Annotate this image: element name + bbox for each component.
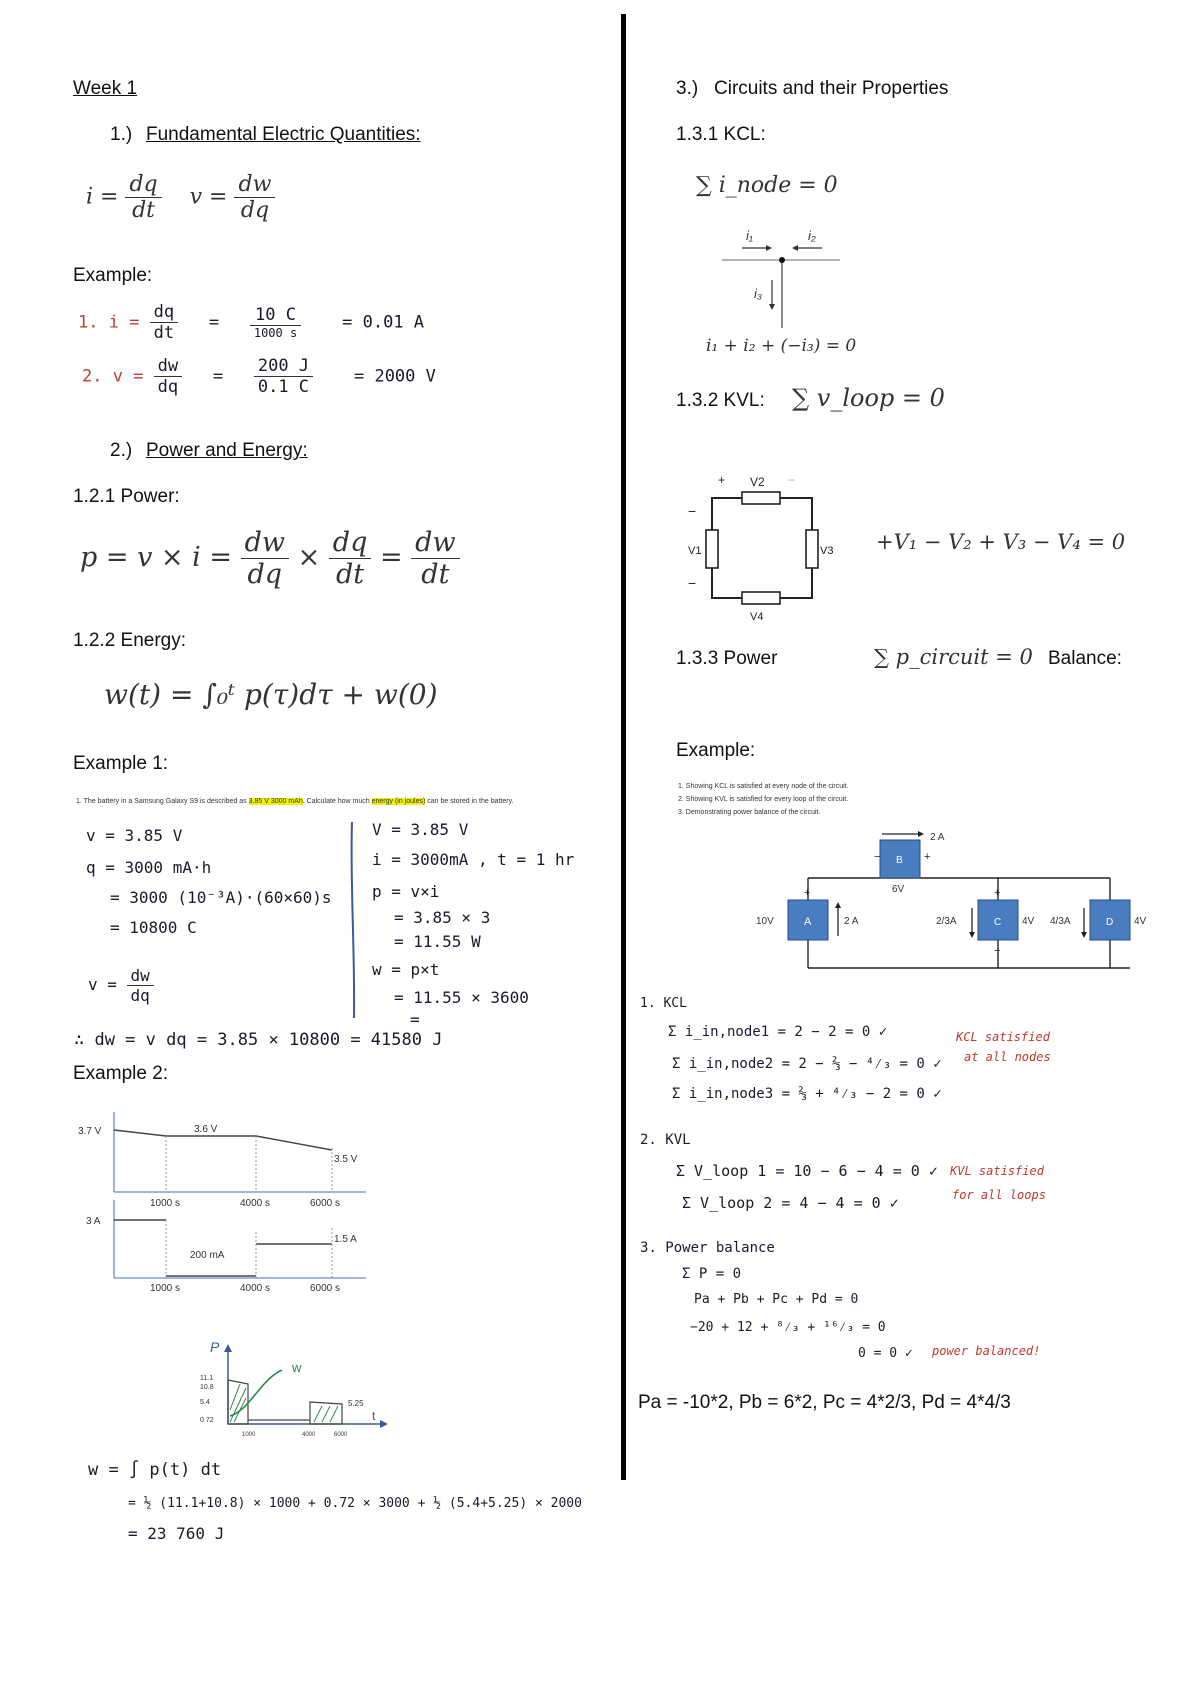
formula-power-times: × — [297, 542, 321, 573]
element-b-plus: + — [924, 851, 931, 863]
example-line-2 — [82, 356, 436, 397]
work-right-p: p = v×i — [372, 882, 440, 901]
label-4-3a: 4/3A — [1050, 916, 1071, 927]
section-2-title: Power and Energy: — [146, 440, 308, 461]
work-right-i: i = 3000mA , t = 1 hr — [372, 850, 575, 869]
example-2-result: = 2000 V — [353, 366, 436, 387]
solution-power-heading: 3. Power balance — [640, 1240, 775, 1256]
kvl-label-v3: V3 — [820, 545, 834, 557]
kvl-resistor-v3 — [806, 530, 818, 568]
example-1-heading: Example 1: — [73, 753, 169, 774]
element-a-label: A — [804, 916, 812, 928]
power-energy-sketch — [190, 1340, 420, 1440]
solution-power-1: Σ P = 0 — [682, 1266, 742, 1282]
solution-kcl-note-2: at all nodes — [964, 1050, 1051, 1064]
section-1-number: 1.) — [110, 124, 133, 145]
example-1-num2: 10 C — [250, 305, 301, 326]
example-1-eq: = — [208, 312, 220, 333]
work-integral-sub: = ½ (11.1+10.8) × 1000 + 0.72 × 3000 + ½ (5.4+5.25) × 2000 — [128, 1496, 582, 1511]
work-q-expanded: = 3000 (10⁻³A)·(60×60)s — [110, 888, 332, 907]
formula-power-n1: dw — [241, 527, 289, 559]
work-right-w-sub: = 11.55 × 3600 — [394, 988, 529, 1007]
work-right-p-result: = 11.55 W — [394, 932, 481, 951]
example-1-result: = 0.01 A — [342, 312, 425, 333]
formula-power — [80, 527, 460, 590]
kvl-plus-sign: + — [718, 473, 726, 487]
example-question-1: 1. Showing KCL is satisfied at every node of the circuit. — [678, 783, 849, 790]
work-v-def — [88, 966, 154, 1005]
solution-kcl-1: Σ i_in,node1 = 2 − 2 = 0 ✓ — [668, 1024, 888, 1040]
current-time-3: 6000 s — [310, 1283, 341, 1294]
formula-current-num: dq — [125, 172, 161, 198]
power-heading: 1.3.3 Power — [676, 648, 778, 669]
label-2-3a: 2/3A — [936, 916, 957, 927]
sketch-val-2: 10.8 — [200, 1384, 214, 1391]
solution-kvl-note-1: KVL satisfied — [950, 1164, 1044, 1178]
label-4v-d: 4V — [1134, 916, 1147, 927]
work-v-def-num: dw — [127, 966, 154, 986]
element-b-minus: − — [874, 851, 881, 863]
solution-power-3: −20 + 12 + ⁸⁄₃ + ¹⁶⁄₃ = 0 — [690, 1320, 886, 1335]
example-2-num1: dw — [154, 356, 182, 377]
current-time-2: 4000 s — [240, 1283, 271, 1294]
label-2a-b: 2 A — [930, 832, 945, 843]
example-1-den1: dt — [153, 323, 175, 343]
example-question-2: 2. Showing KVL is satisfied for every loop of the circuit. — [678, 796, 849, 803]
week-title: Week 1 — [73, 78, 138, 99]
column-divider — [621, 14, 626, 1480]
balance-label: Balance: — [1048, 648, 1122, 669]
example-line-1 — [78, 302, 424, 343]
formula-voltage-den: dq — [240, 198, 270, 223]
current-label-3: 1.5 A — [334, 1234, 357, 1245]
label-2a-a: 2 A — [844, 916, 859, 927]
example-1-den2: 1000 s — [253, 326, 298, 340]
kvl-label-v4: V4 — [750, 611, 764, 623]
solution-kvl-heading: 2. KVL — [640, 1132, 691, 1148]
formula-energy: w(t) = ∫₀ᵗ p(τ)dτ + w(0) — [104, 678, 438, 711]
voltage-label-2: 3.6 V — [194, 1124, 218, 1135]
kvl-minus-sign-top: − — [788, 473, 796, 487]
example-1-label: 1. i = — [78, 312, 140, 333]
example-1-problem — [76, 798, 514, 805]
solution-kcl-heading: 1. KCL — [640, 996, 687, 1011]
kvl-resistor-v4 — [742, 592, 780, 604]
current-label-1: 3 A — [86, 1216, 101, 1227]
example-2-label: 2. v = — [82, 366, 144, 387]
work-integral: w = ∫ p(t) dt — [88, 1460, 222, 1480]
problem-text-pre: 1. The battery in a Samsung Galaxy S9 is described as — [76, 798, 247, 805]
problem-highlight-2: energy (in joules) — [371, 798, 426, 805]
solution-kvl-2: Σ V_loop 2 = 4 − 4 = 0 ✓ — [682, 1194, 899, 1212]
solution-kcl-note-1: KCL satisfied — [956, 1030, 1050, 1044]
work-v-def-den: dq — [130, 986, 150, 1005]
example-circuit — [750, 826, 1170, 976]
sketch-p-label: P — [210, 1339, 220, 1355]
section-2-number: 2.) — [110, 440, 133, 461]
formula-power-lhs: p = v × i = — [80, 542, 232, 573]
formula-current — [86, 172, 275, 223]
example-2-den2: 0.1 C — [257, 377, 310, 397]
kcl-sum: i₁ + i₂ + (−i₃) = 0 — [706, 336, 857, 356]
example-2-den1: dq — [157, 377, 179, 397]
kvl-minus-sign-left: − — [688, 503, 697, 519]
example-2-num2: 200 J — [254, 356, 313, 377]
kcl-heading: 1.3.1 KCL: — [676, 124, 766, 145]
voltage-graph — [76, 1108, 376, 1209]
kcl-label-i1: i₁ — [746, 228, 753, 243]
kcl-node — [779, 257, 785, 263]
work-energy-result: ∴ dw = v dq = 3.85 × 10800 = 41580 J — [74, 1030, 443, 1050]
work-q-result: = 10800 C — [110, 918, 197, 937]
solution-kvl-note-2: for all loops — [952, 1188, 1046, 1202]
problem-text-post: can be stored in the battery. — [427, 798, 514, 805]
formula-power-d2: dt — [336, 559, 365, 590]
kcl-label-i3: i₃ — [754, 286, 763, 301]
work-right-p-sub: = 3.85 × 3 — [394, 908, 491, 927]
formula-current-den: dt — [132, 198, 156, 223]
work-q: q = 3000 mA·h — [86, 858, 212, 877]
formula-power-eq: = — [379, 542, 403, 573]
voltage-time-3: 6000 s — [310, 1198, 341, 1209]
example-1-num1: dq — [150, 302, 178, 323]
solution-kcl-3: Σ i_in,node3 = ⅔ + ⁴⁄₃ − 2 = 0 ✓ — [672, 1086, 942, 1102]
formula-power-d3: dt — [421, 559, 450, 590]
kvl-loop-diagram — [680, 468, 860, 628]
work-v-def-lhs: v = — [88, 975, 117, 994]
kvl-formula: ∑ v_loop = 0 — [792, 384, 945, 412]
sketch-x-1: 1000 — [242, 1432, 256, 1438]
power-subheading: 1.2.1 Power: — [73, 486, 180, 507]
kvl-label-v2: V2 — [750, 475, 765, 489]
work-right-w-eq: = — [410, 1010, 420, 1029]
solution-power-note: power balanced! — [932, 1344, 1041, 1358]
voltage-graph-line — [114, 1130, 332, 1150]
voltage-label-3: 3.5 V — [334, 1154, 358, 1165]
formula-power-d1: dq — [247, 559, 283, 590]
sketch-x-3: 6000 — [334, 1432, 348, 1438]
sketch-x-arrow — [380, 1420, 388, 1428]
formula-current-lhs: i = — [86, 184, 119, 210]
element-c-plus: + — [994, 887, 1001, 899]
kcl-label-i2: i₂ — [808, 228, 816, 243]
section-3-title: Circuits and their Properties — [714, 78, 949, 99]
element-c-minus: − — [994, 945, 1001, 957]
power-formula: ∑ p_circuit = 0 — [874, 645, 1033, 669]
label-4v-c: 4V — [1022, 916, 1035, 927]
kvl-minus-sign-bottom: − — [688, 575, 697, 591]
example-question-3: 3. Demonstrating power balance of the circuit. — [678, 809, 821, 816]
kvl-label-v1: V1 — [688, 545, 702, 557]
solution-power-4: 0 = 0 ✓ — [858, 1346, 913, 1361]
label-6v: 6V — [892, 884, 905, 895]
solution-power-2: Pa + Pb + Pc + Pd = 0 — [694, 1292, 859, 1307]
solution-kcl-2: Σ i_in,node2 = 2 − ⅔ − ⁴⁄₃ = 0 ✓ — [672, 1056, 942, 1072]
kvl-resistor-v2 — [742, 492, 780, 504]
current-time-1: 1000 s — [150, 1283, 181, 1294]
kvl-heading: 1.3.2 KVL: — [676, 390, 765, 411]
voltage-time-1: 1000 s — [150, 1198, 181, 1209]
sketch-val-3: 5.4 — [200, 1399, 210, 1406]
problem-text-mid: . Calculate how much — [302, 798, 370, 805]
formula-voltage-num: dw — [234, 172, 275, 198]
element-d-label: D — [1106, 917, 1114, 928]
example-heading: Example: — [73, 265, 153, 286]
work-separator-line — [348, 820, 358, 1020]
voltage-time-2: 4000 s — [240, 1198, 271, 1209]
element-c-label: C — [994, 917, 1002, 928]
sketch-t-label: t — [372, 1409, 376, 1423]
example-2-eq: = — [212, 366, 224, 387]
example-2-heading: Example 2: — [73, 1063, 169, 1084]
kcl-node-diagram — [720, 220, 850, 340]
work-right-w: w = p×t — [372, 960, 440, 979]
sketch-x-2: 4000 — [302, 1432, 316, 1438]
kvl-loop — [712, 498, 812, 598]
sketch-val-5: 5.25 — [348, 1399, 364, 1408]
work-v: v = 3.85 V — [86, 826, 183, 845]
section-1-title: Fundamental Electric Quantities: — [146, 124, 421, 145]
kvl-sum: +V₁ − V₂ + V₃ − V₄ = 0 — [876, 530, 1126, 554]
sketch-val-1: 11.1 — [200, 1375, 214, 1382]
problem-highlight-1: 3.85 V 3000 mAh — [248, 798, 303, 805]
right-example-heading: Example: — [676, 740, 756, 761]
sketch-y-arrow — [224, 1344, 232, 1352]
kvl-resistor-v1 — [706, 530, 718, 568]
element-a-plus: + — [804, 887, 811, 899]
formula-power-n3: dw — [411, 527, 459, 559]
formula-voltage-lhs: v = — [189, 184, 228, 210]
energy-subheading: 1.2.2 Energy: — [73, 630, 187, 651]
work-integral-result: = 23 760 J — [128, 1524, 225, 1543]
current-graph — [76, 1198, 376, 1294]
voltage-label-1: 3.7 V — [78, 1126, 102, 1137]
current-label-2: 200 mA — [190, 1250, 225, 1261]
element-b-label: B — [896, 855, 903, 866]
sketch-w-label: w — [292, 1360, 302, 1375]
sketch-region-1 — [228, 1380, 248, 1424]
label-10v: 10V — [756, 916, 774, 927]
work-right-v: V = 3.85 V — [372, 820, 469, 839]
sketch-energy-curve — [230, 1370, 282, 1416]
solution-kvl-1: Σ V_loop 1 = 10 − 6 − 4 = 0 ✓ — [676, 1162, 938, 1180]
sketch-val-4: 0.72 — [200, 1417, 214, 1424]
formula-power-n2: dq — [329, 527, 372, 559]
section-3-number: 3.) — [676, 78, 699, 99]
final-power-values: Pa = -10*2, Pb = 6*2, Pc = 4*2/3, Pd = 4*4/3 — [638, 1392, 1011, 1413]
kcl-formula: ∑ i_node = 0 — [696, 173, 838, 198]
